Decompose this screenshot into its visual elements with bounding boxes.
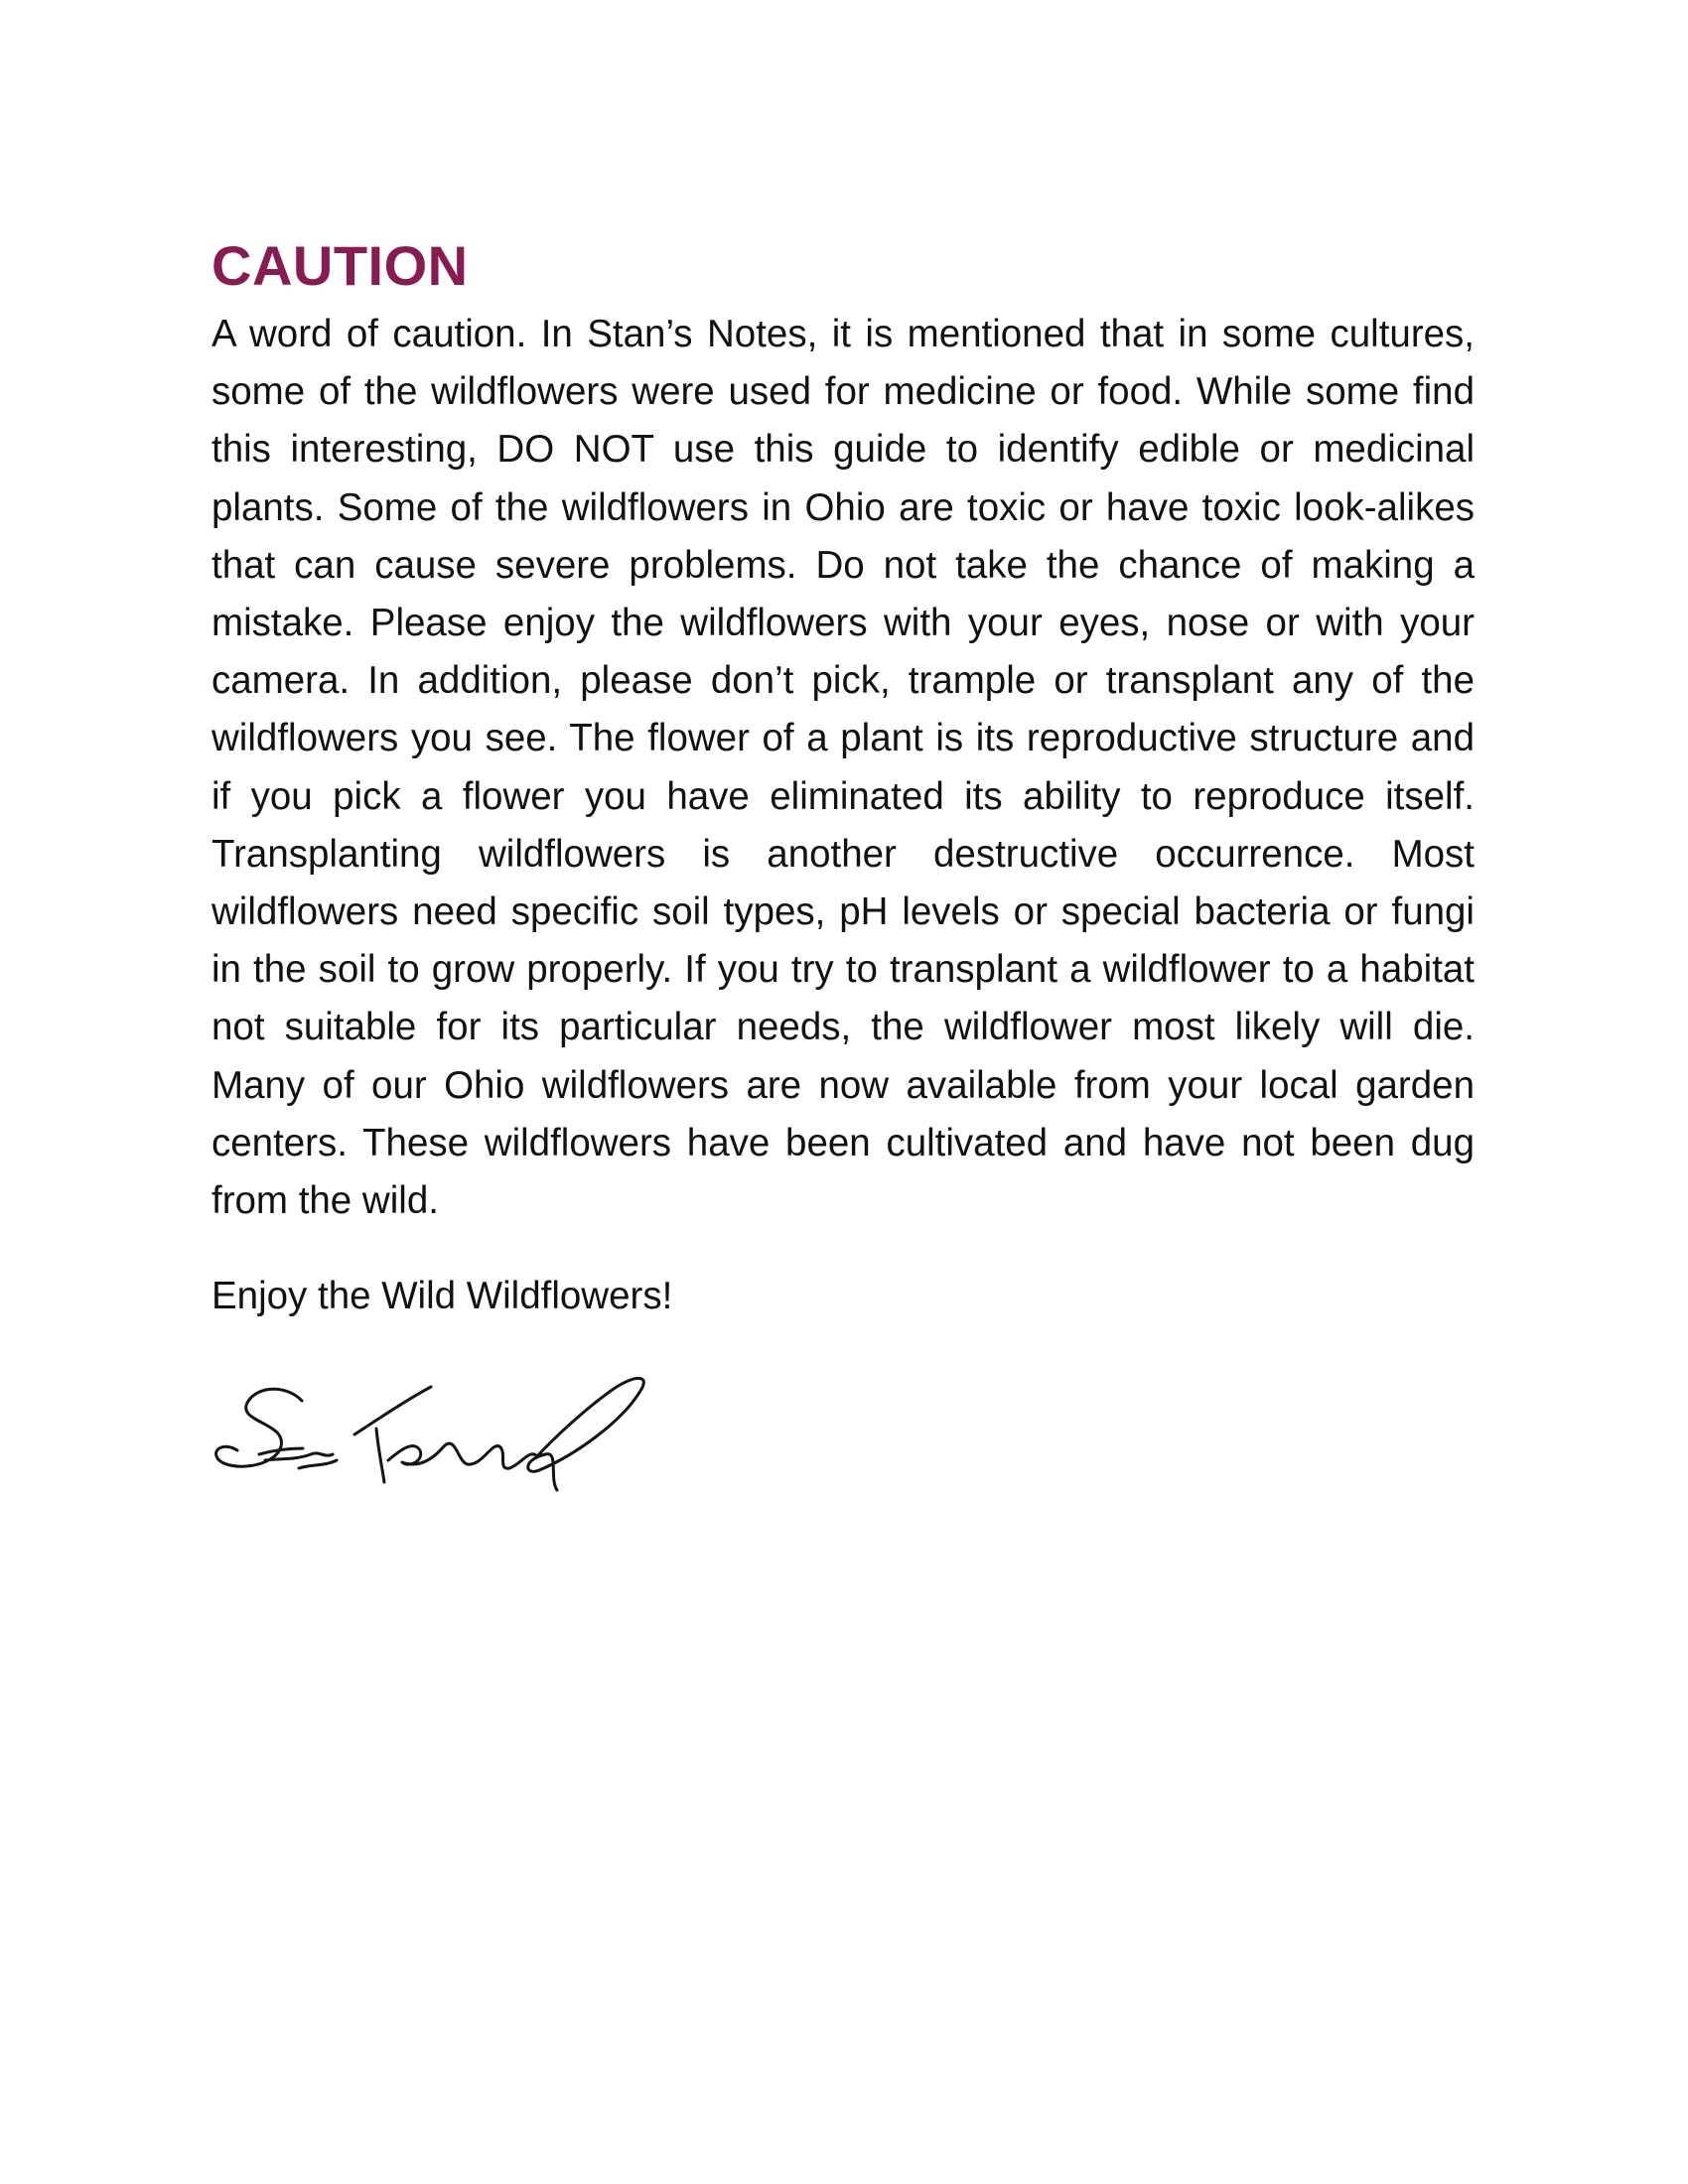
signature-icon [208, 1351, 724, 1500]
signature-stroke-ehl [388, 1443, 537, 1468]
document-page [211, 226, 1475, 1500]
caution-body: A word of caution. In Stan’s Notes, it is mentioned that in some cultures, some of the wildflowers were used for medicine or food. While some find this interesting, DO NOT use this guide to identify edible or medicinal plants. Some of the wildflowers in Ohio are toxic or have toxic look-alikes that can cause severe problems. Do not take the chance of making a mistake. Please enjoy the wildflowers with your eyes, nose or with your camera. In addition, please don’t pick, trample or transplant any of the wildflowers you see. The flower of a plant is its reproductive structure and if you pick a flower you have eliminated its ability to reproduce itself. Transplanting wildflowers is another destructive occurrence. Most wildflowers need specific soil types, pH levels or special bacteria or fungi in the soil to grow properly. If you try to transplant a wildflower to a habitat not suitable for its particular needs, the wildflower most likely will die. Many of our Ohio wildflowers are now available from your local garden centers. These wildflowers have been cultivated and have not been dug from the wild. [211, 313, 1475, 1223]
closing-line: Enjoy the Wild Wildflowers! [211, 1275, 673, 1318]
caution-heading: CAUTION [211, 234, 469, 297]
signature-stroke-tan [259, 1448, 337, 1468]
signature-stroke-t [354, 1387, 431, 1482]
signature-stroke-loop [528, 1379, 644, 1491]
